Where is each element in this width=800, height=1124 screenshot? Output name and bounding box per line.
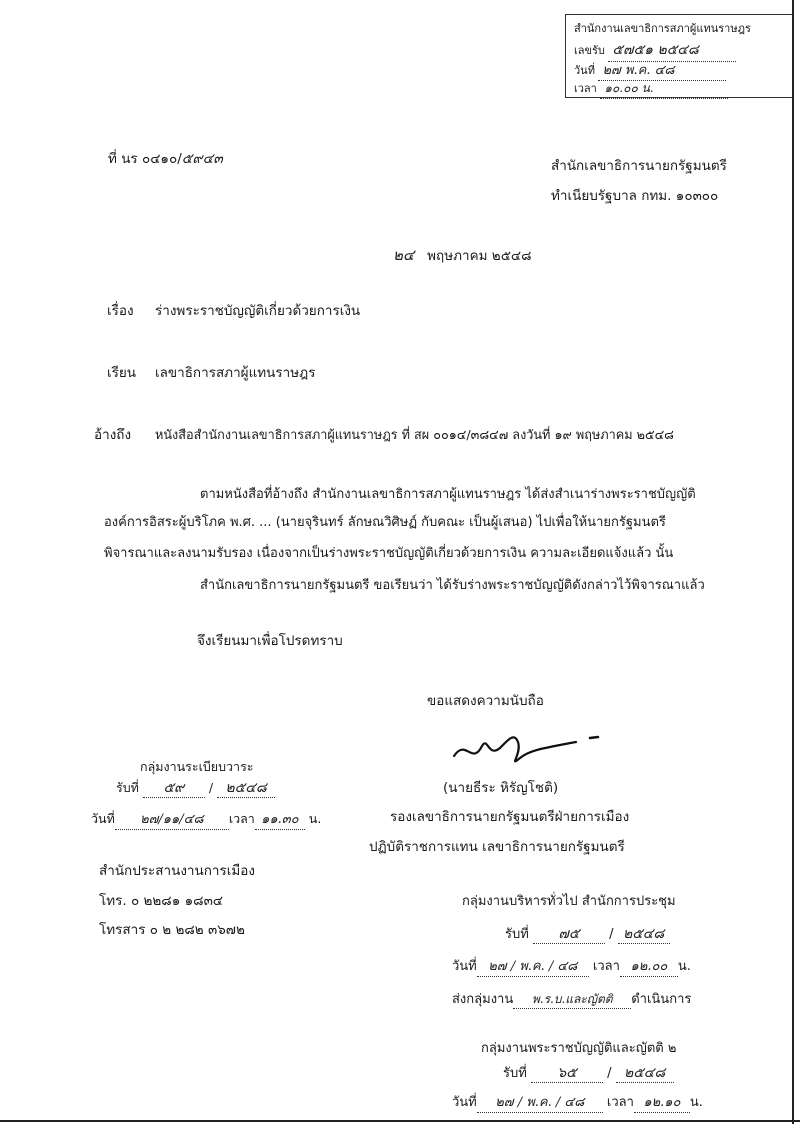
body-line-2: องค์การอิสระผู้บริโภค พ.ศ. ... (นายจุรินทร์ ลักษณวิศิษฏ์ กับคณะ เป็นผู้เสนอ) ไปเพื่อให้นายกรัฐมนตรี — [104, 515, 666, 530]
admin-stamp-send-label: ส่งกลุ่มงาน — [452, 992, 514, 1007]
contact-tel: โทร. ๐ ๒๒๘๑ ๑๘๓๔ — [99, 893, 224, 909]
reference-number — [108, 150, 223, 168]
admin-stamp-recv-row: รับที่ ๗๕ / ๒๕๔๘ — [505, 925, 670, 944]
admin-stamp-date-value: ๒๗ / พ.ค. / ๔๘ — [477, 958, 589, 977]
page-border-right — [792, 0, 794, 1124]
bill-stamp-date-value: ๒๗ / พ.ค. / ๔๘ — [477, 1094, 603, 1113]
stamp-no-value: ๕๗๕๑ ๒๕๔๘ — [608, 39, 736, 62]
closing-request: จึงเรียนมาเพื่อโปรดทราบ — [197, 633, 343, 649]
admin-stamp-send-row — [452, 990, 691, 1009]
receipt-stamp — [565, 14, 793, 98]
registry-recv-no: ๕๙ — [143, 779, 205, 798]
body-line-1: ตามหนังสือที่อ้างถึง สำนักงานเลขาธิการสภาผู้แทนราษฎร ได้ส่งสำเนาร่างพระราชบัญญัติ — [200, 487, 696, 502]
bill-stamp-group: กลุ่มงานพระราชบัญญัติและญัตติ ๒ — [481, 1041, 677, 1056]
reference-text: หนังสือสำนักงานเลขาธิการสภาผู้แทนราษฎร ที่ สผ ๐๐๑๔/๓๘๔๗ ลงวันที่ ๑๙ พฤษภาคม ๒๕๔๘ — [155, 427, 674, 442]
admin-stamp-time-unit: น. — [677, 959, 691, 974]
stamp-date-row — [574, 59, 726, 81]
reference-number-handwritten: ๕๙๔๓ — [181, 151, 223, 167]
stamp-date-value: ๒๗ พ.ค. ๔๘ — [598, 59, 726, 81]
subject-text: ร่างพระราชบัญญัติเกี่ยวด้วยการเงิน — [155, 303, 361, 319]
closing: ขอแสดงความนับถือ — [427, 693, 544, 709]
registry-group: กลุ่มงานระเบียบวาระ — [140, 759, 254, 774]
stamp-date-label: วันที่ — [574, 64, 595, 77]
signer-title: รองเลขาธิการนายกรัฐมนตรีฝ่ายการเมือง — [390, 809, 630, 825]
registry-date-row — [91, 810, 321, 830]
registry-recv-year: ๒๕๔๘ — [217, 779, 275, 798]
stamp-time-value: ๑๐.๐๐ น. — [600, 79, 728, 99]
admin-stamp-date-row — [452, 958, 691, 977]
body-line-4: สำนักเลขาธิการนายกรัฐมนตรี ขอเรียนว่า ได้รับร่างพระราชบัญญัติดังกล่าวไว้พิจารณาแล้ว — [200, 578, 705, 593]
page-border-bottom — [0, 1120, 800, 1122]
stamp-time-row — [574, 79, 728, 99]
admin-stamp-time-value: ๑๒.๐๐ — [620, 958, 678, 977]
sender-address: ทำเนียบรัฐบาล กทม. ๑๐๓๐๐ — [551, 188, 719, 204]
admin-stamp-recv-no: ๗๕ — [533, 925, 605, 944]
bill-stamp-recv-label: รับที่ — [503, 1066, 527, 1081]
registry-recv-row: รับที่ ๕๙ / ๒๕๔๘ — [116, 779, 275, 798]
stamp-time-label: เวลา — [574, 82, 597, 95]
bill-stamp-recv-row: รับที่ ๖๕ / ๒๕๔๘ — [503, 1064, 674, 1083]
bill-stamp-time-value: ๑๒.๑๐ — [634, 1094, 690, 1113]
reference-label: อ้างถึง — [94, 427, 132, 443]
registry-time-value: ๑๑.๓๐ — [255, 811, 305, 830]
sender-office: สำนักเลขาธิการนายกรัฐมนตรี — [551, 158, 727, 174]
subject-label: เรื่อง — [107, 303, 134, 319]
letter-date — [393, 246, 532, 265]
registry-date-value: ๒๗/๑๑/๔๘ — [115, 811, 229, 830]
stamp-no-label: เลขรับ — [574, 44, 605, 57]
bill-stamp-time-unit: น. — [689, 1095, 703, 1110]
registry-time-unit: น. — [308, 811, 322, 826]
bill-stamp-recv-no: ๖๕ — [531, 1064, 603, 1083]
letter-date-day: ๒๔ — [393, 246, 415, 264]
contact-fax: โทรสาร ๐ ๒ ๒๘๒ ๓๖๗๒ — [99, 922, 245, 938]
letter-date-month-year: พฤษภาคม ๒๕๔๘ — [427, 248, 532, 264]
bill-stamp-recv-year: ๒๕๔๘ — [616, 1064, 674, 1083]
admin-stamp-recv-year: ๒๕๔๘ — [618, 925, 670, 944]
bill-stamp-date-row — [452, 1094, 703, 1113]
admin-stamp-recv-label: รับที่ — [505, 927, 529, 942]
admin-stamp-group: กลุ่มงานบริหารทั่วไป สำนักการประชุม — [462, 894, 676, 909]
registry-time-label: เวลา — [228, 811, 255, 826]
signer-name: (นายธีระ หิรัญโชติ) — [443, 780, 559, 796]
contact-office: สำนักประสานงานการเมือง — [99, 863, 255, 879]
stamp-office: สำนักงานเลขาธิการสภาผู้แทนราษฎร — [574, 22, 751, 35]
body-line-3: พิจารณาและลงนามรับรอง เนื่องจากเป็นร่างพระราชบัญญัติเกี่ยวด้วยการเงิน ความละเอียดแจ้งแล้ว นั้น — [104, 546, 674, 561]
admin-stamp-time-label: เวลา — [592, 959, 620, 974]
admin-stamp-date-label: วันที่ — [452, 959, 477, 974]
reference-number-printed: ที่ นร ๐๔๑๐/ — [108, 151, 182, 167]
admin-stamp-send-value: พ.ร.บ.และญัตติ — [513, 990, 631, 1009]
signature-graphic — [448, 728, 608, 778]
signer-acting: ปฏิบัติราชการแทน เลขาธิการนายกรัฐมนตรี — [369, 839, 625, 855]
salutation-text: เลขาธิการสภาผู้แทนราษฎร — [155, 365, 316, 381]
bill-stamp-time-label: เวลา — [606, 1095, 634, 1110]
bill-stamp-date-label: วันที่ — [452, 1095, 477, 1110]
salutation-label: เรียน — [107, 365, 137, 381]
registry-recv-label: รับที่ — [116, 780, 139, 795]
admin-stamp-action: ดำเนินการ — [631, 992, 692, 1007]
registry-date-label: วันที่ — [91, 811, 115, 826]
